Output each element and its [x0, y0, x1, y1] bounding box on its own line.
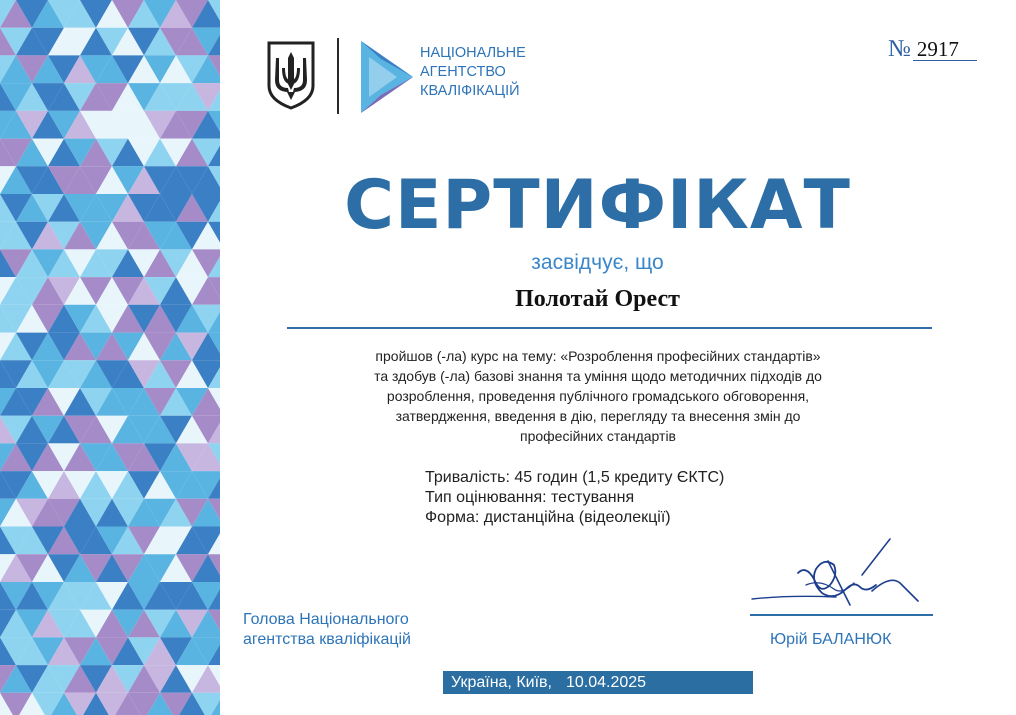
- certificate-number: [888, 36, 977, 63]
- agency-name-line: НАЦІОНАЛЬНЕ: [420, 45, 526, 61]
- number-sign: №: [888, 36, 911, 62]
- signer-name: Юрій БАЛАНЮК: [770, 631, 892, 648]
- study-form-text: Форма: дистанційна (відеолекції): [425, 509, 671, 526]
- triangle-pattern: [0, 0, 220, 715]
- ukraine-trident-icon: [265, 40, 317, 110]
- course-line: професійних стандартів: [520, 428, 676, 444]
- head-title: [243, 610, 411, 650]
- agency-name-line: КВАЛІФІКАЦІЙ: [420, 83, 520, 99]
- course-line: розроблення, проведення публічного громадського обговорення,: [386, 388, 810, 404]
- signature-line: [750, 614, 933, 616]
- logo-divider: [337, 38, 339, 114]
- name-underline: [287, 327, 932, 329]
- head-title-line: агентства кваліфікацій: [243, 631, 411, 648]
- handwritten-signature: [750, 535, 930, 615]
- certificate-title: СЕРТИФІКАТ: [344, 166, 851, 245]
- decorative-pattern: [0, 0, 220, 715]
- course-line: пройшов (-ла) курс на тему: «Розроблення професійних стандартів»: [375, 348, 821, 364]
- assessment-type-text: Тип оцінювання: тестування: [425, 489, 635, 506]
- nak-triangle-logo-icon: [359, 37, 415, 117]
- course-line: та здобув (-ла) базові знання та уміння щодо методичних підходів до: [374, 368, 822, 384]
- issue-date: 10.04.2025: [565, 674, 647, 691]
- recipient-name: Полотай Орест: [515, 286, 680, 312]
- head-title-line: Голова Національного: [243, 611, 409, 628]
- agency-name: [420, 44, 560, 101]
- course-details: [425, 468, 724, 528]
- course-description: [318, 346, 878, 446]
- number-value: 2917: [913, 38, 977, 61]
- duration-text: Тривалість: 45 годин (1,5 кредиту ЄКТС): [425, 469, 725, 486]
- course-line: затвердження, введення в дію, перегляду та внесення змін до: [395, 408, 801, 424]
- place-date-bar: [443, 671, 753, 694]
- certifies-text: засвідчує, що: [531, 251, 664, 274]
- agency-name-line: АГЕНТСТВО: [420, 64, 506, 80]
- place-text: Україна, Київ,: [451, 674, 552, 691]
